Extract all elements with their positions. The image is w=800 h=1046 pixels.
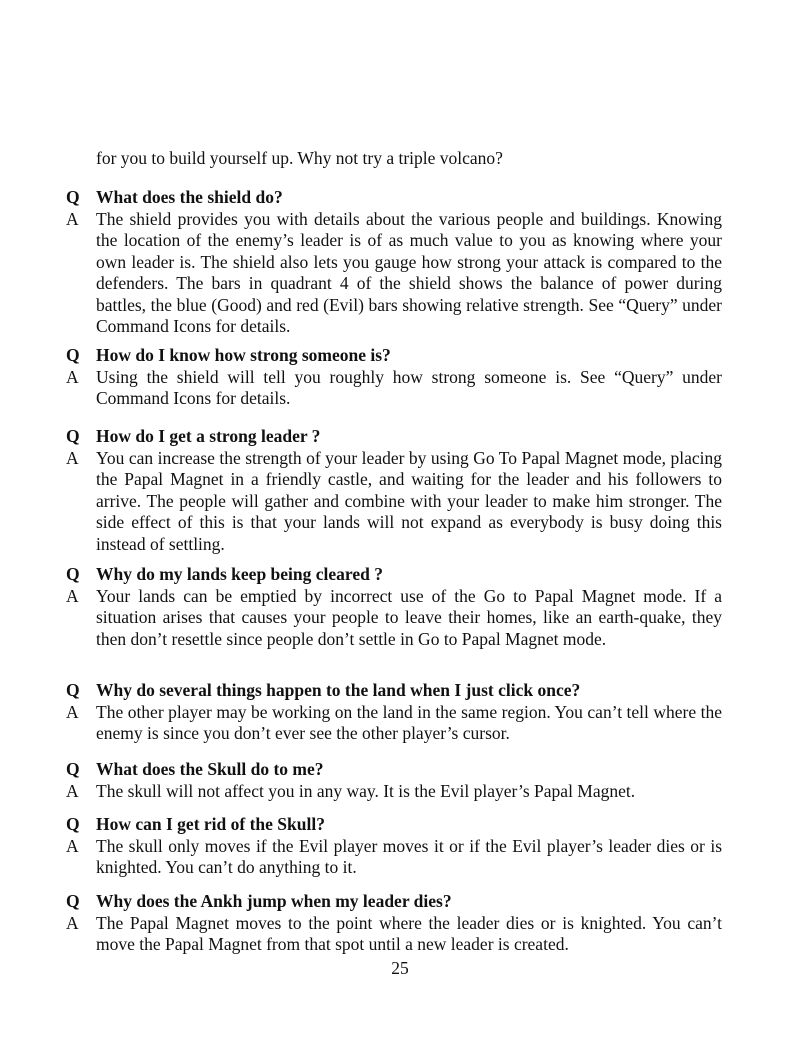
answer-text: Using the shield will tell you roughly how strong someone is. See “Query” under Command Icons for details. bbox=[96, 366, 722, 408]
answer-row bbox=[66, 209, 722, 338]
qa-item bbox=[66, 426, 722, 555]
question-row bbox=[66, 814, 722, 836]
q-letter: Q bbox=[66, 426, 80, 446]
answer-text: The Papal Magnet moves to the point where the leader dies or is knighted. You can’t move the Papal Magnet from that spot until a new leader is created. bbox=[96, 912, 722, 954]
page-number: 25 bbox=[391, 958, 409, 978]
answer-row bbox=[66, 702, 722, 745]
question-text: Why do my lands keep being cleared ? bbox=[96, 564, 383, 584]
q-letter: Q bbox=[66, 680, 80, 700]
q-letter: Q bbox=[66, 564, 80, 584]
question-row bbox=[66, 891, 722, 913]
question-row bbox=[66, 187, 722, 209]
qa-item bbox=[66, 187, 722, 338]
question-text: How do I know how strong someone is? bbox=[96, 345, 391, 365]
answer-text: The skull will not affect you in any way. It is the Evil player’s Papal Magnet. bbox=[96, 780, 636, 801]
qa-item bbox=[66, 759, 722, 802]
answer-row bbox=[66, 367, 722, 410]
answer-text: The shield provides you with details about the various people and buildings. Knowing the location of the enemy’s leader is of as much value to you as knowing where your own leader is. The shield also lets you gauge how strong your attack is compared to the defenders. The bars in quadrant 4 of the shield shows the balance of power during battles, the blue (Good) and red (Evil) bars showing relative strength. See “Query” under Command Icons for details. bbox=[96, 208, 722, 336]
answer-row bbox=[66, 913, 722, 956]
answer-row bbox=[66, 448, 722, 556]
question-row bbox=[66, 680, 722, 702]
a-letter: A bbox=[66, 701, 79, 722]
q-letter: Q bbox=[66, 891, 80, 911]
answer-row bbox=[66, 781, 722, 803]
answer-text: You can increase the strength of your leader by using Go To Papal Magnet mode, placing the Papal Magnet in a friendly castle, and waiting for the leader and his followers to arrive. The people will gather and combine with your leader to make him stronger. The side effect of this is that your lands will not expand as everybody is busy doing this instead of settling. bbox=[96, 447, 722, 554]
question-row bbox=[66, 345, 722, 367]
answer-text: The other player may be working on the land in the same region. You can’t tell where the enemy is since you don’t ever see the other player’s cursor. bbox=[96, 701, 722, 743]
question-text: Why does the Ankh jump when my leader dies? bbox=[96, 891, 452, 911]
question-text: How do I get a strong leader ? bbox=[96, 426, 321, 446]
qa-item bbox=[66, 891, 722, 956]
q-letter: Q bbox=[66, 759, 80, 779]
question-row bbox=[66, 759, 722, 781]
qa-item bbox=[66, 680, 722, 745]
question-row bbox=[66, 564, 722, 586]
qa-item bbox=[66, 814, 722, 879]
a-letter: A bbox=[66, 912, 79, 933]
intro-text: for you to build yourself up. Why not try a triple volcano? bbox=[96, 148, 503, 168]
question-text: What does the Skull do to me? bbox=[96, 759, 324, 779]
qa-item bbox=[66, 345, 722, 410]
a-letter: A bbox=[66, 835, 79, 856]
question-text: Why do several things happen to the land when I just click once? bbox=[96, 680, 581, 700]
a-letter: A bbox=[66, 366, 79, 387]
a-letter: A bbox=[66, 447, 79, 468]
question-text: How can I get rid of the Skull? bbox=[96, 814, 325, 834]
answer-row bbox=[66, 836, 722, 879]
answer-text: Your lands can be emptied by incorrect use of the Go to Papal Magnet mode. If a situation arises that causes your people to leave their homes, like an earth-quake, they then don’t resettle since people don’t settle in Go to Papal Magnet mode. bbox=[96, 585, 722, 649]
a-letter: A bbox=[66, 585, 79, 606]
q-letter: Q bbox=[66, 345, 80, 365]
answer-row bbox=[66, 586, 722, 651]
question-text: What does the shield do? bbox=[96, 187, 283, 207]
answer-text: The skull only moves if the Evil player moves it or if the Evil player’s leader dies or is knighted. You can’t do anything to it. bbox=[96, 835, 722, 877]
qa-item bbox=[66, 564, 722, 650]
a-letter: A bbox=[66, 208, 79, 229]
question-row bbox=[66, 426, 722, 448]
q-letter: Q bbox=[66, 814, 80, 834]
q-letter: Q bbox=[66, 187, 80, 207]
a-letter: A bbox=[66, 780, 79, 801]
